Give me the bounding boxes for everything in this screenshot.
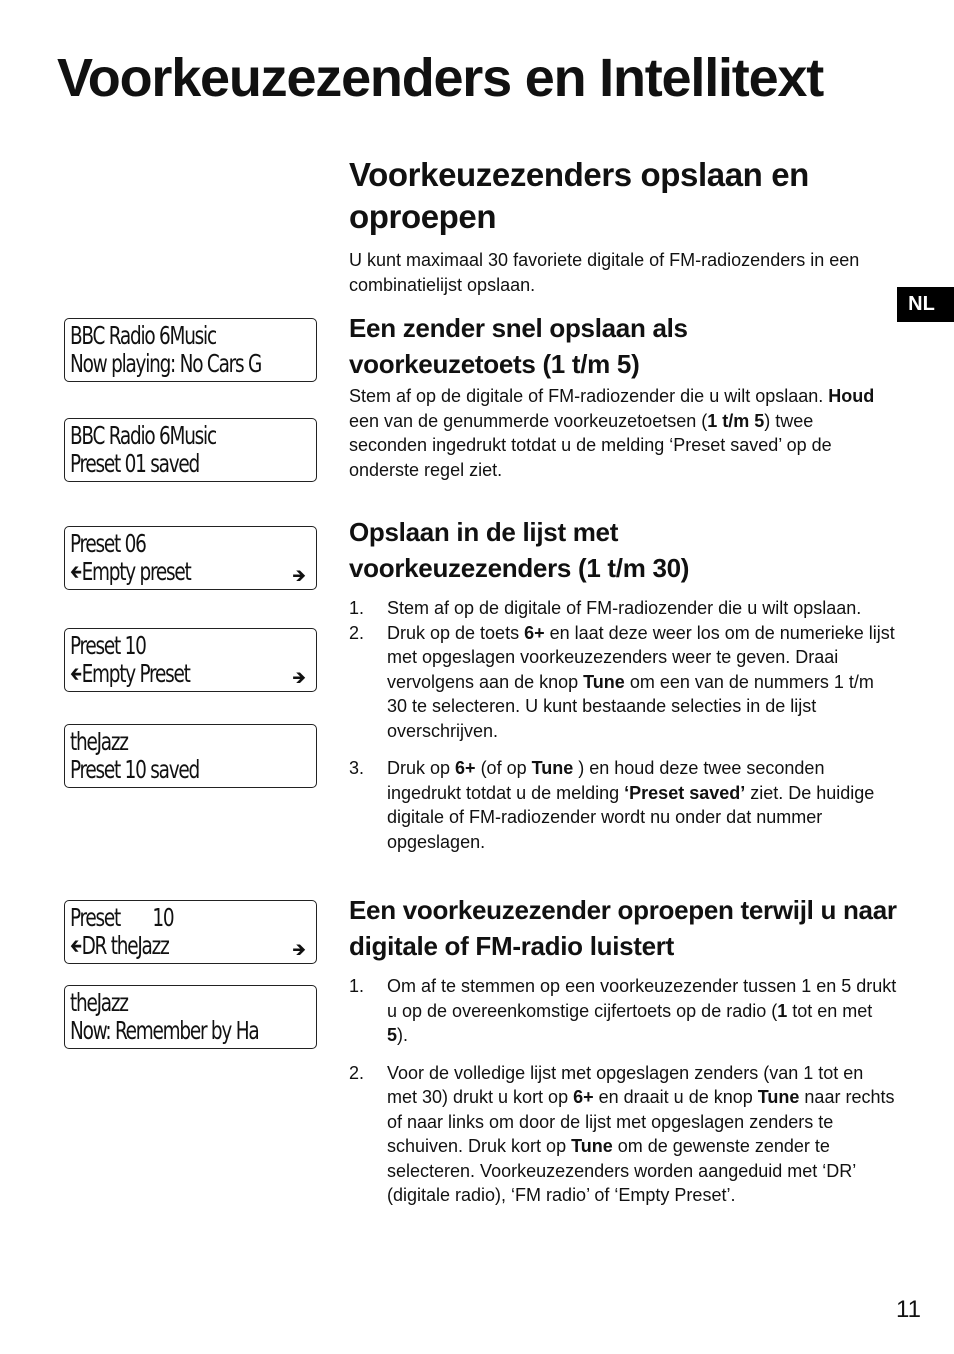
list-item: 1. Stem af op de digitale of FM-radiozender die u wilt opslaan. xyxy=(349,598,862,618)
subsection-heading: Een zender snel opslaan als voorkeuzetoets (1 t/m 5) xyxy=(349,313,688,379)
lcd-line: BBC Radio 6Music xyxy=(70,421,216,450)
lcd-line xyxy=(70,932,169,961)
subsection-recall xyxy=(349,892,909,1208)
lcd-line xyxy=(70,558,191,587)
lcd-display-now-playing xyxy=(64,318,317,382)
lcd-line: Preset 06 xyxy=(70,529,146,558)
list-item: 2. Druk op de toets 6+ en laat deze weer los om de numerieke lijst met opgeslagen voorkeuzezenders weer te geven. Draai vervolgens aan de knop Tune om een van de nummers 1 t/m 30 te selecteren. U kunt bestaande selecties in de lijst overschrijven. xyxy=(349,622,895,741)
subsection-list-save xyxy=(349,514,909,854)
lcd-line: Preset 10 xyxy=(70,903,174,932)
lcd-display-preset-10 xyxy=(64,628,317,692)
recall-steps xyxy=(349,974,909,1208)
lcd-line: Preset 10 saved xyxy=(70,755,200,784)
lcd-display-now-remember xyxy=(64,985,317,1049)
lcd-display-thejazz-saved xyxy=(64,724,317,788)
lcd-line: Now playing: No Cars G xyxy=(70,349,262,378)
list-save-steps xyxy=(349,596,909,854)
lcd-line-text: DR theJazz xyxy=(81,931,169,960)
arrow-left-icon: 🡸 xyxy=(70,664,81,685)
lcd-line xyxy=(70,660,190,689)
lcd-line: Preset 01 saved xyxy=(70,449,200,478)
arrow-left-icon: 🡸 xyxy=(70,936,81,957)
page-title: Voorkeuzezenders en Intellitext xyxy=(57,48,824,108)
section-intro: U kunt maximaal 30 favoriete digitale of FM-radiozenders in een combinatielijst opslaan. xyxy=(349,250,860,295)
arrow-right-icon: 🡺 xyxy=(292,668,306,688)
quick-save-text: Stem af op de digitale of FM-radiozender die u wilt opslaan. Houd een van de genummerde voorkeuzetoetsen (1 t/m 5) twee seconden ingedrukt totdat u de melding ‘Preset saved’ op de onderste regel ziet. xyxy=(349,386,875,480)
lcd-display-preset-saved xyxy=(64,418,317,482)
subsection-quick-save xyxy=(349,310,909,482)
arrow-right-icon: 🡺 xyxy=(292,566,306,586)
lcd-line: Now: Remember by Ha xyxy=(70,1016,259,1045)
lcd-line: theJazz xyxy=(70,988,128,1017)
arrow-right-icon: 🡺 xyxy=(292,940,306,960)
list-item: 2. Voor de volledige lijst met opgeslagen zenders (van 1 tot en met 30) drukt u kort op 6+ en draait u de knop Tune naar rechts of naar links om door de lijst met opgeslagen zenders te schuiven. Druk kort op Tune om de gewenste zender te selecteren. Voorkeuzezenders worden aangeduid met ‘DR’ (digitale radio), ‘FM radio’ of ‘Empty Preset’. xyxy=(349,1062,895,1205)
lcd-line: Preset 10 xyxy=(70,631,146,660)
arrow-left-icon: 🡸 xyxy=(70,562,81,583)
page-number: 11 xyxy=(896,1296,921,1323)
list-item: 3. Druk op 6+ (of op Tune ) en houd deze twee seconden ingedrukt totdat u de melding ‘Preset saved’ ziet. De huidige digitale of FM-radiozender wordt nu onder dat nummer opgeslagen. xyxy=(349,758,875,852)
lcd-line-text: Empty preset xyxy=(81,557,191,586)
list-item: 1. Om af te stemmen op een voorkeuzezender tussen 1 en 5 drukt u op de overeenkomstige cijfertoets op de radio (1 tot en met 5). xyxy=(349,976,897,1045)
section-store-recall xyxy=(349,154,909,297)
subsection-heading: Opslaan in de lijst met voorkeuzezenders (1 t/m 30) xyxy=(349,517,690,583)
section-heading: Voorkeuzezenders opslaan en oproepen xyxy=(349,156,809,235)
lcd-display-preset-06 xyxy=(64,526,317,590)
lcd-display-preset-dr xyxy=(64,900,317,964)
lcd-line: BBC Radio 6Music xyxy=(70,321,216,350)
language-tab-label: NL xyxy=(908,293,935,315)
subsection-heading: Een voorkeuzezender oproepen terwijl u naar digitale of FM-radio luistert xyxy=(349,895,897,961)
lcd-line: theJazz xyxy=(70,727,128,756)
lcd-line-text: Empty Preset xyxy=(81,659,190,688)
